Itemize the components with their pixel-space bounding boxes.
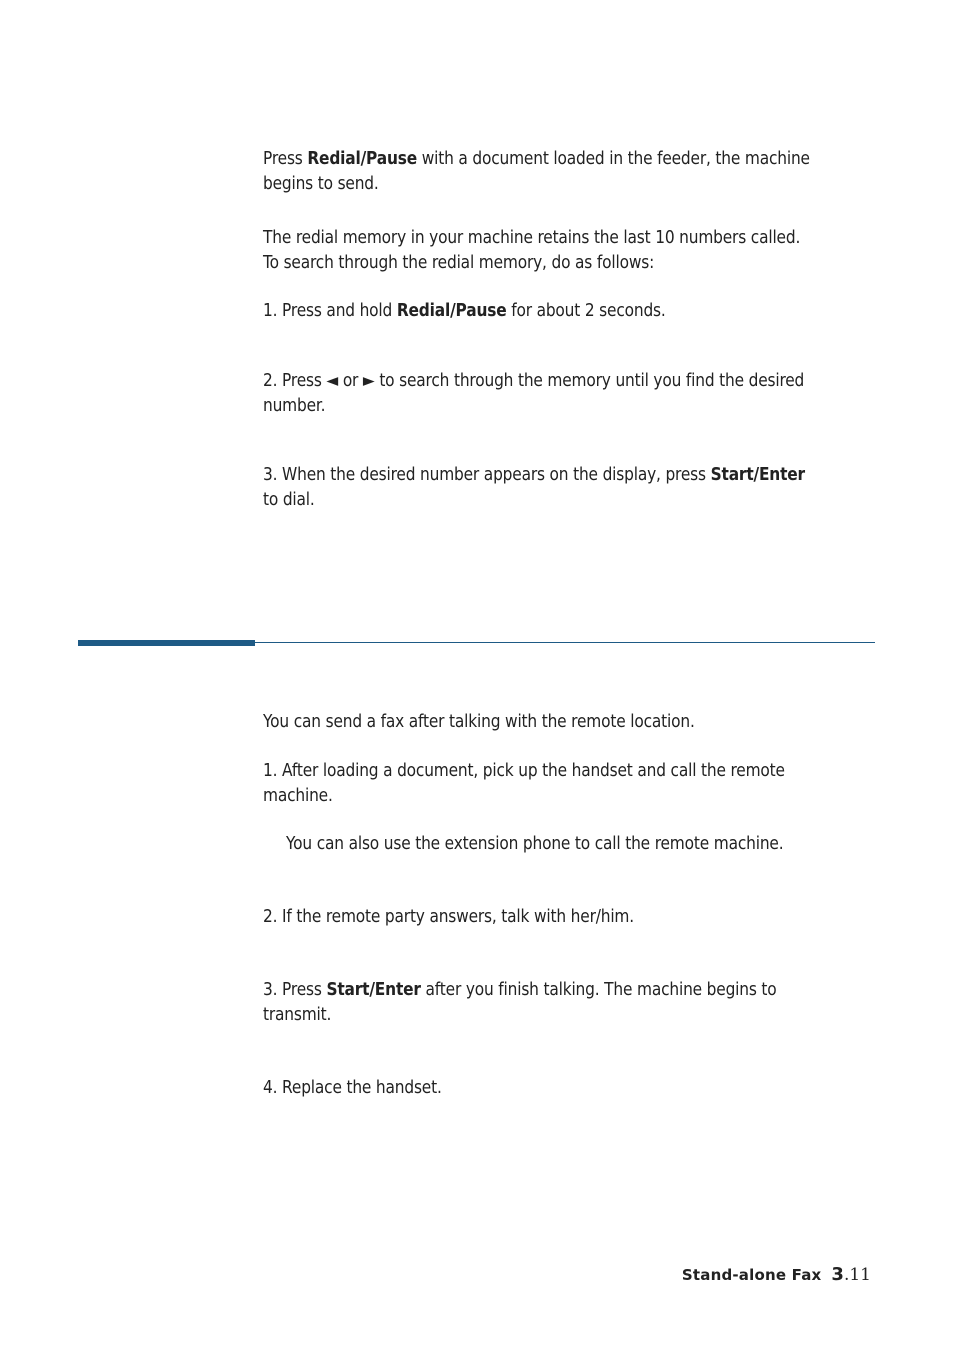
redial-step-3 [263, 463, 829, 512]
footer-chapter-number: 3 [831, 1264, 844, 1285]
page-footer [682, 1264, 871, 1285]
text-line: The redial memory in your machine retains the last 10 numbers called. [263, 228, 801, 248]
text-line: to dial. [263, 489, 315, 510]
manual-step-3 [263, 978, 829, 1027]
text-line: transmit. [263, 1004, 332, 1025]
button-name-redial-pause: Redial/Pause [307, 149, 417, 169]
button-name-start-enter: Start/Enter [710, 465, 805, 485]
text-line: begins to send. [263, 173, 379, 194]
text-line: machine. [263, 785, 333, 806]
redial-memory-paragraph [263, 226, 809, 275]
manual-step-1-note: You can also use the extension phone to call the remote machine. [286, 834, 784, 854]
text-run: 3. Press [263, 980, 327, 1000]
redial-intro-line [263, 147, 809, 172]
button-name-redial-pause: Redial/Pause [396, 301, 507, 321]
footer-page-number: .11 [843, 1265, 871, 1285]
manual-step-2: 2. If the remote party answers, talk with her/him. [263, 907, 634, 927]
text-line [263, 978, 829, 1003]
text-line: number. [263, 395, 326, 416]
text-run: 1. Press and hold [263, 301, 397, 321]
redial-step-2 [263, 369, 829, 418]
manual-intro-paragraph: You can send a fax after talking with the remote location. [263, 712, 695, 732]
redial-intro-paragraph [263, 147, 809, 196]
redial-step-1 [263, 299, 829, 324]
text-line: To search through the redial memory, do as follows: [263, 252, 655, 273]
text-run: with a document loaded in the feeder, the machine [417, 149, 810, 169]
text-run: for about 2 seconds. [506, 301, 666, 321]
manual-step-1 [263, 759, 829, 808]
text-run: after you finish talking. The machine begins to [420, 980, 777, 1000]
text-line: 2. Press ◄ or ► to search through the memory until you find the desired [263, 371, 805, 391]
section-divider-line [255, 642, 875, 643]
text-line: 1. After loading a document, pick up the handset and call the remote [263, 761, 785, 781]
button-name-start-enter: Start/Enter [326, 980, 421, 1000]
text-run: 3. When the desired number appears on the display, press [263, 465, 711, 485]
manual-step-4: 4. Replace the handset. [263, 1078, 442, 1098]
footer-section-title: Stand-alone Fax [681, 1266, 822, 1284]
text-line [263, 463, 829, 488]
section-divider-accent [78, 640, 255, 646]
text-run: Press [263, 149, 308, 169]
